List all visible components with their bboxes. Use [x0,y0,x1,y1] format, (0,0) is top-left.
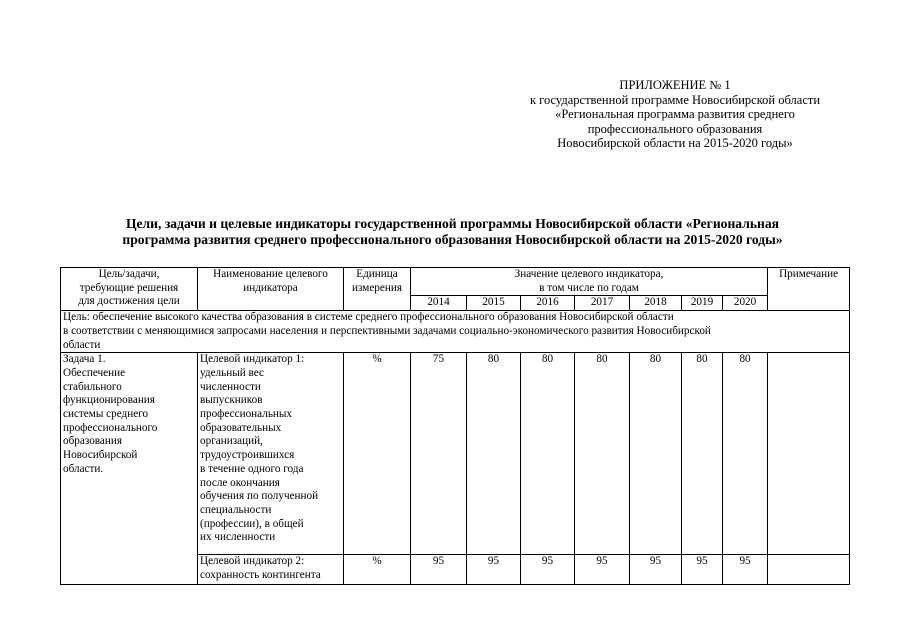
unit-cell: % [344,555,411,585]
year-header: 2018 [630,296,682,311]
indicators-table [60,267,850,585]
indicator-name-cell: Целевой индикатор 2: сохранность контингента [198,555,344,585]
header-value-group: Значение целевого индикатора, в том числе по годам [411,268,768,296]
year-header: 2016 [521,296,575,311]
table-row [61,353,850,555]
value-cell: 95 [723,555,768,585]
year-header: 2020 [723,296,768,311]
value-cell: 80 [467,353,521,555]
document-title [40,216,865,248]
value-cell: 80 [682,353,723,555]
note-cell [768,353,850,555]
appendix-line: Новосибирской области на 2015-2020 годы» [557,136,793,150]
goal-row [61,311,850,353]
year-header: 2017 [575,296,630,311]
note-cell [768,555,850,585]
appendix-line: профессионального образования [587,121,763,136]
appendix-header [470,78,880,151]
title-line: Цели, задачи и целевые индикаторы государственной программы Новосибирской области «Региональная [125,216,780,231]
value-cell: 80 [630,353,682,555]
header-indicator-name: Наименование целевого индикатора [198,268,344,311]
indicator-name-cell: Целевой индикатор 1: удельный вес численности выпускников профессиональных образовательных организаций, трудоустроившихся в течение одного года после окончания обучения по полученной специальности (профессии), в общей их численности [198,353,344,555]
value-cell: 95 [411,555,467,585]
value-cell: 95 [630,555,682,585]
unit-cell: % [344,353,411,555]
task-cell: Задача 1. Обеспечение стабильного функционирования системы среднего профессионального образования Новосибирской области. [61,353,198,585]
appendix-line: «Региональная программа развития среднего [555,107,795,121]
title-line: программа развития среднего профессионального образования Новосибирской области на 2015-2020 годы» [122,232,783,247]
value-cell: 95 [682,555,723,585]
value-cell: 95 [467,555,521,585]
appendix-line: ПРИЛОЖЕНИЕ № 1 [619,78,731,92]
year-header: 2014 [411,296,467,311]
year-header: 2015 [467,296,521,311]
goal-cell: Цель: обеспечение высокого качества образования в системе среднего профессионального образования Новосибирской области в соответствии с меняющимися запросами населения и перспективными задачами социально-экономического развития Новосибирской области [61,311,850,353]
header-goal-task: Цель/задачи, требующие решения для достижения цели [61,268,198,311]
header-row [61,268,850,296]
value-cell: 75 [411,353,467,555]
header-unit: Единица измерения [344,268,411,311]
appendix-line: к государственной программе Новосибирской области [529,92,821,107]
header-note: Примечание [768,268,850,311]
value-cell: 95 [521,555,575,585]
value-cell: 80 [723,353,768,555]
value-cell: 80 [521,353,575,555]
year-header: 2019 [682,296,723,311]
value-cell: 95 [575,555,630,585]
value-cell: 80 [575,353,630,555]
